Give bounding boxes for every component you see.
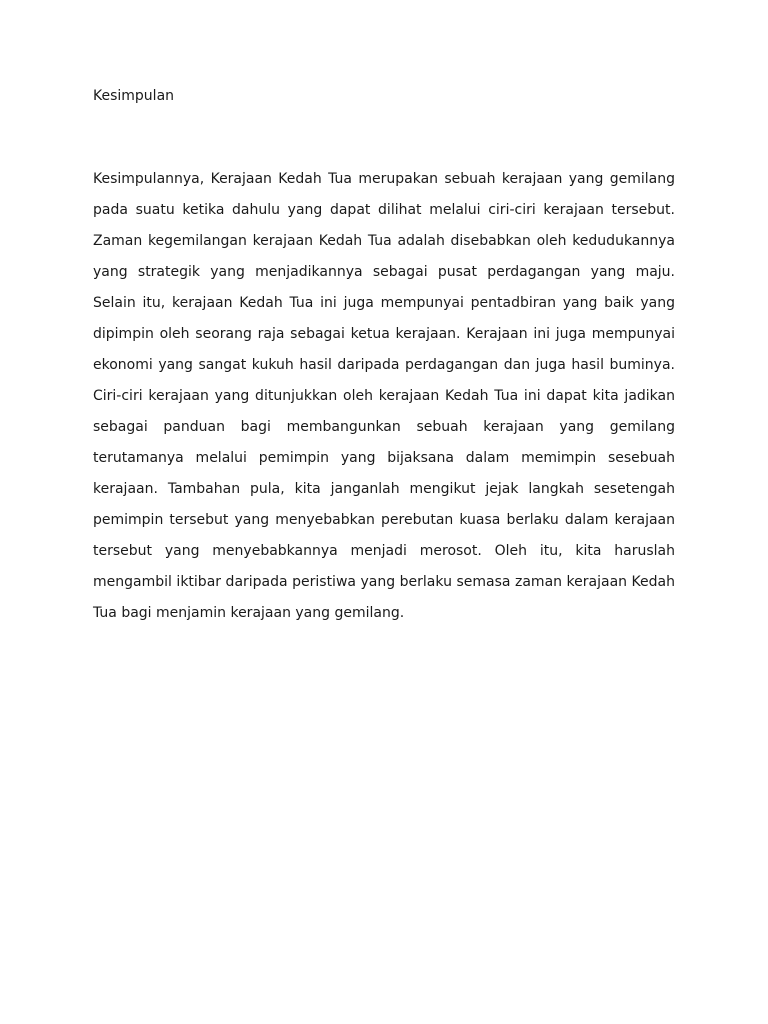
document-heading: Kesimpulan <box>93 88 175 104</box>
document-paragraph: Kesimpulannya, Kerajaan Kedah Tua merupakan sebuah kerajaan yang gemilang pada suatu ketika dahulu yang dapat dilihat melalui ciri-ciri kerajaan tersebut. Zaman kegemilangan kerajaan Kedah Tua adalah disebabkan oleh kedudukannya yang strategik yang menjadikannya sebagai pusat perdagangan yang maju. Selain itu, kerajaan Kedah Tua ini juga mempunyai pentadbiran yang baik yang dipimpin oleh seorang raja sebagai ketua kerajaan. Kerajaan ini juga mempunyai ekonomi yang sangat kukuh hasil daripada perdagangan dan juga hasil buminya. Ciri-ciri kerajaan yang ditunjukkan oleh kerajaan Kedah Tua ini dapat kita jadikan sebagai panduan bagi membangunkan sebuah kerajaan yang gemilang terutamanya melalui pemimpin yang bijaksana dalam memimpin sesebuah kerajaan. Tambahan pula, kita janganlah mengikut jejak langkah sesetengah pemimpin tersebut yang menyebabkan perebutan kuasa berlaku dalam kerajaan tersebut yang menyebabkannya menjadi merosot. Oleh itu, kita haruslah mengambil iktibar daripada peristiwa yang berlaku semasa zaman kerajaan Kedah Tua bagi menjamin kerajaan yang gemilang. <box>93 171 675 621</box>
